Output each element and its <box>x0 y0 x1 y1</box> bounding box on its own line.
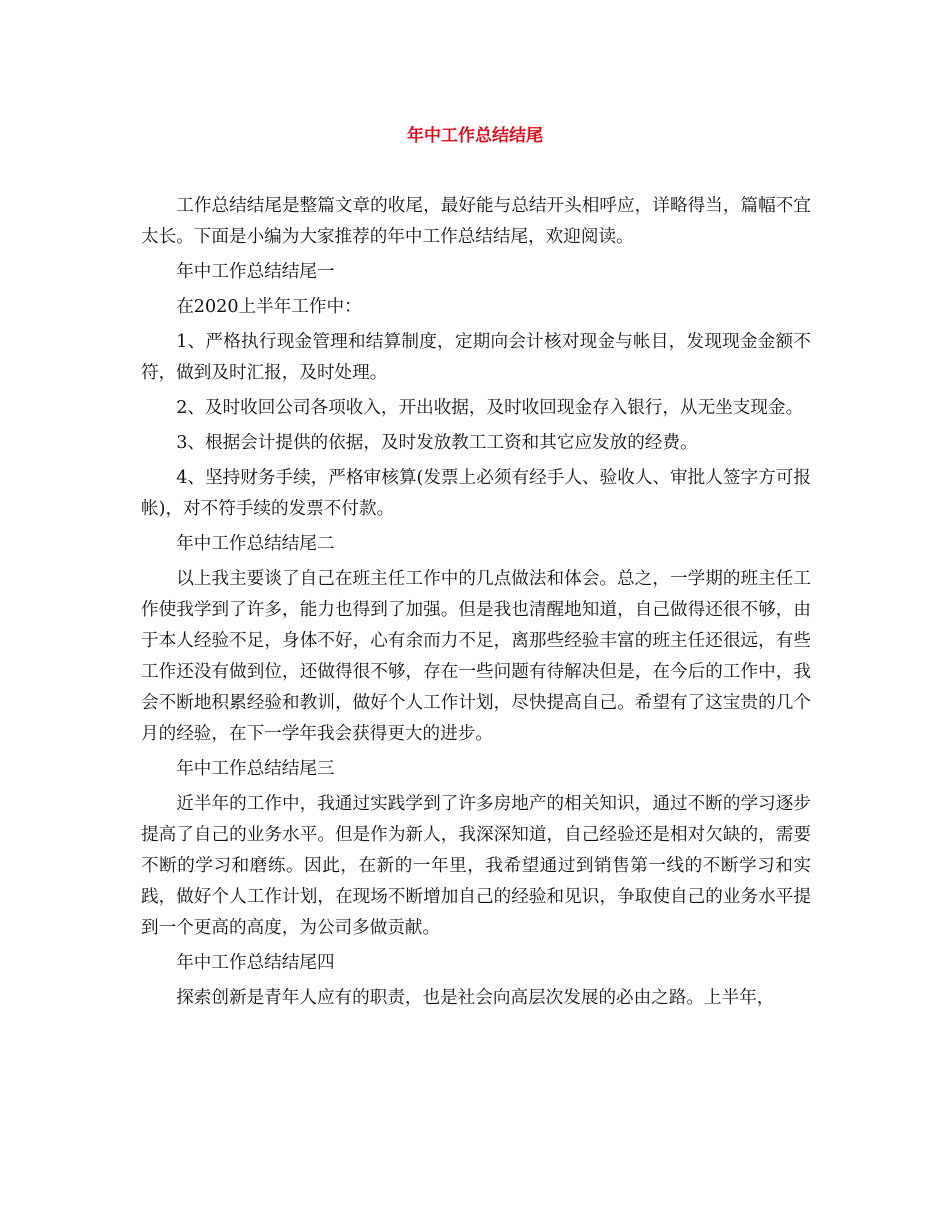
section-heading-3: 年中工作总结结尾三 <box>176 759 335 779</box>
list-item: 3、根据会计提供的依据，及时发放教工工资和其它应发放的经费。 <box>176 433 698 453</box>
document-body <box>141 191 811 1018</box>
section-heading-4: 年中工作总结结尾四 <box>176 953 335 973</box>
paragraph: 以上我主要谈了自己在班主任工作中的几点做法和体会。总之，一学期的班主任工作使我学到了许多，能力也得到了加强。但是我也清醒地知道，自己做得还很不够，由于本人经验不足，身体不好，心有余而力不足，离那些经验丰富的班主任还很远，有些工作还没有做到位，还做得很不够，存在一些问题有待解决但是，在今后的工作中，我会不断地积累经验和教训，做好个人工作计划，尽快提高自己。希望有了这宝贵的几个月的经验，在下一学年我会获得更大的进步。 <box>141 569 811 744</box>
list-item: 4、坚持财务手续，严格审核算(发票上必须有经手人、验收人、审批人签字方可报帐)，对不符手续的发票不付款。 <box>141 468 811 519</box>
list-item: 2、及时收回公司各项收入，开出收据，及时收回现金存入银行，从无坐支现金。 <box>176 398 804 418</box>
paragraph: 在2020上半年工作中： <box>176 297 362 317</box>
paragraph: 探索创新是青年人应有的职责，也是社会向高层次发展的必由之路。上半年， <box>176 988 775 1008</box>
list-item: 1、严格执行现金管理和结算制度，定期向会计核对现金与帐目，发现现金金额不符，做到及时汇报，及时处理。 <box>141 332 811 383</box>
section-heading-1: 年中工作总结结尾一 <box>176 262 335 282</box>
section-heading-2: 年中工作总结结尾二 <box>176 534 335 554</box>
page-title: 年中工作总结结尾 <box>407 126 543 146</box>
paragraph: 近半年的工作中，我通过实践学到了许多房地产的相关知识，通过不断的学习逐步提高了自己的业务水平。但是作为新人，我深深知道，自己经验还是相对欠缺的，需要不断的学习和磨练。因此，在新的一年里，我希望通过到销售第一线的不断学习和实践，做好个人工作计划，在现场不断增加自己的经验和见识，争取使自己的业务水平提到一个更高的高度，为公司多做贡献。 <box>141 794 811 938</box>
paragraph-intro: 工作总结结尾是整篇文章的收尾，最好能与总结开头相呼应，详略得当，篇幅不宜太长。下面是小编为大家推荐的年中工作总结结尾，欢迎阅读。 <box>141 196 811 247</box>
